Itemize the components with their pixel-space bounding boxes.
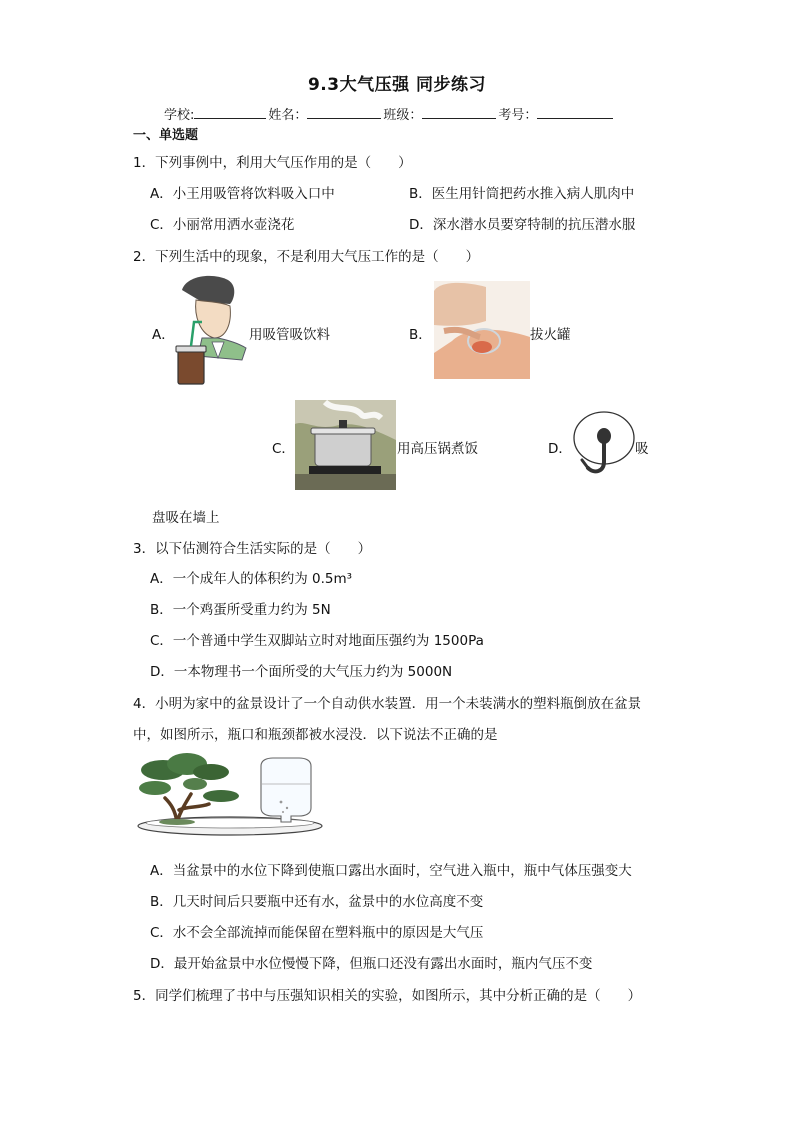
q5-stem: 5．同学们梳理了书中与压强知识相关的实验，如图所示，其中分析正确的是（ ） <box>133 988 642 1004</box>
exam-no-blank[interactable] <box>537 106 613 119</box>
q3-option-c[interactable]: C．一个普通中学生双脚站立时对地面压强约为 1500Pa <box>150 633 484 649</box>
q1-option-d[interactable]: D．深水潜水员要穿特制的抗压潜水服 <box>409 217 636 233</box>
q4-option-d[interactable]: D．最开始盆景中水位慢慢下降，但瓶口还没有露出水面时，瓶内气压不变 <box>150 956 593 972</box>
name-label: 姓名： <box>268 108 308 123</box>
class-label: 班级： <box>383 108 423 123</box>
q2-option-c-letter[interactable]: C． <box>272 441 295 457</box>
bonsai-water-supply-illustration <box>135 748 325 840</box>
q2-stem: 2．下列生活中的现象，不是利用大气压工作的是（ ） <box>133 249 480 265</box>
school-label: 学校: <box>164 108 195 123</box>
q3-option-a[interactable]: A．一个成年人的体积约为 0.5m³ <box>150 571 353 587</box>
q4-option-b[interactable]: B．几天时间后只要瓶中还有水，盆景中的水位高度不变 <box>150 894 484 910</box>
q3-option-d[interactable]: D．一本物理书一个面所受的大气压力约为 5000N <box>150 664 453 680</box>
name-blank[interactable] <box>307 106 381 119</box>
page-title: 9.3大气压强 同步练习 <box>307 75 487 95</box>
q4-stem-line1: 4．小明为家中的盆景设计了一个自动供水装置．用一个未装满水的塑料瓶倒放在盆景 <box>133 696 642 712</box>
exam-no-label: 考号： <box>498 108 538 123</box>
q2-option-d-letter[interactable]: D． <box>548 441 572 457</box>
drinking-straw-illustration <box>172 272 248 388</box>
pressure-cooker-illustration <box>295 400 396 490</box>
q3-stem: 3．以下估测符合生活实际的是（ ） <box>133 541 372 557</box>
q4-option-a[interactable]: A．当盆景中的水位下降到使瓶口露出水面时，空气进入瓶中，瓶中气体压强变大 <box>150 863 632 879</box>
q1-option-b[interactable]: B．医生用针筒把药水推入病人肌肉中 <box>409 186 635 202</box>
student-info-line <box>164 104 615 123</box>
q2-option-c-text: 用高压锅煮饭 <box>397 441 478 457</box>
q2-option-d-text-part1: 吸 <box>635 441 649 457</box>
q2-option-a-letter[interactable]: A． <box>152 327 175 343</box>
suction-hook-illustration <box>572 410 636 482</box>
q2-option-b-letter[interactable]: B． <box>409 327 432 343</box>
q4-stem-line2: 中，如图所示，瓶口和瓶颈都被水浸没．以下说法不正确的是 <box>133 727 498 743</box>
cupping-illustration <box>434 281 530 379</box>
q1-option-a[interactable]: A．小王用吸管将饮料吸入口中 <box>150 186 335 202</box>
q2-option-a-text: 用吸管吸饮料 <box>249 327 330 343</box>
q1-stem: 1．下列事例中，利用大气压作用的是（ ） <box>133 155 412 171</box>
q2-option-b-text: 拔火罐 <box>530 327 571 343</box>
q1-option-c[interactable]: C．小丽常用洒水壶浇花 <box>150 217 295 233</box>
q4-option-c[interactable]: C．水不会全部流掉而能保留在塑料瓶中的原因是大气压 <box>150 925 484 941</box>
school-blank[interactable] <box>194 106 266 119</box>
q2-option-d-text-part2: 盘吸在墙上 <box>152 510 220 526</box>
class-blank[interactable] <box>422 106 496 119</box>
section-heading: 一、单选题 <box>133 128 199 143</box>
q3-option-b[interactable]: B．一个鸡蛋所受重力约为 5N <box>150 602 331 618</box>
